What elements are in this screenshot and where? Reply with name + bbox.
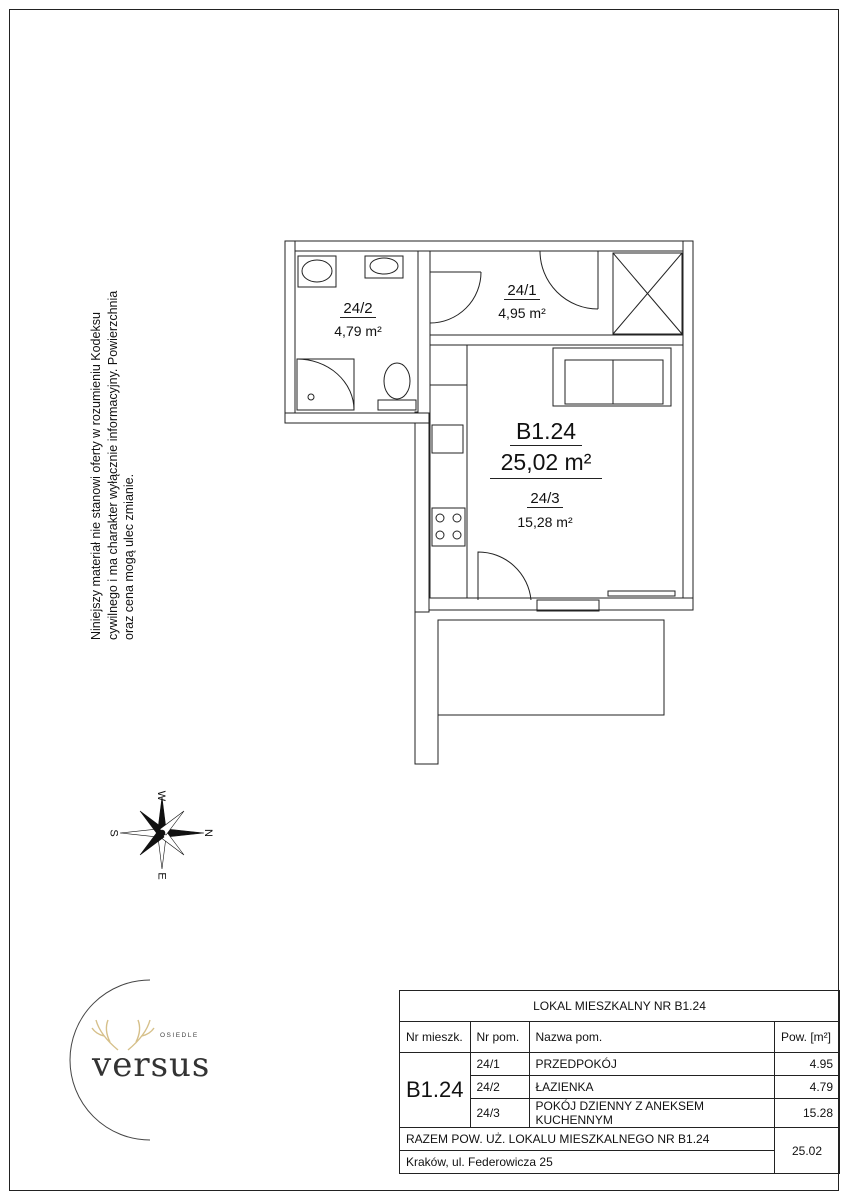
unit-spec-table [399, 990, 840, 1174]
header-unit-no: Nr mieszk. [400, 1022, 471, 1053]
unit-label [490, 418, 602, 479]
header-room-no: Nr pom. [470, 1022, 529, 1053]
room-number: 24/3 [527, 490, 562, 508]
compass-rose [120, 797, 204, 869]
room-label-living [500, 490, 590, 530]
header-area: Pow. [m²] [775, 1022, 840, 1053]
total-label: RAZEM POW. UŻ. LOKALU MIESZKALNEGO NR B1.24 [400, 1128, 775, 1151]
table-title: LOKAL MIESZKALNY NR B1.24 [400, 991, 840, 1022]
room-number: 24/1 [504, 282, 539, 300]
compass-west: W [155, 790, 168, 802]
table-row: 24/3 POKÓJ DZIENNY Z ANEKSEM KUCHENNYM 15.28 [400, 1099, 840, 1128]
unit-code: B1.24 [510, 418, 582, 446]
header-room-name: Nazwa pom. [529, 1022, 775, 1053]
unit-total-area: 25,02 m² [490, 446, 602, 479]
room-label-hall [482, 282, 562, 321]
compass-south: S [107, 829, 120, 837]
address: Kraków, ul. Federowicza 25 [400, 1151, 775, 1174]
total-value: 25.02 [775, 1128, 840, 1174]
table-row: B1.24 24/1 PRZEDPOKÓJ 4.95 [400, 1053, 840, 1076]
room-area: 4,95 m² [498, 305, 546, 321]
room-area: 4,79 m² [334, 323, 382, 339]
logo-prefix: OSIEDLE [160, 1032, 199, 1039]
room-label-bathroom [318, 300, 398, 339]
table-row: 24/2 ŁAZIENKA 4.79 [400, 1076, 840, 1099]
compass-east: E [155, 872, 168, 880]
unit-no-cell: B1.24 [400, 1053, 471, 1128]
logo-name: versus [92, 1045, 211, 1085]
compass-north: N [201, 829, 214, 837]
room-number: 24/2 [340, 300, 375, 318]
disclaimer-text: Niniejszy materiał nie stanowi oferty w rozumieniu Kodeksu cywilnego i ma charakter wyłącznie informacyjny. Powierzchnia oraz cena mogą ulec zmianie. [89, 290, 136, 640]
room-area: 15,28 m² [517, 514, 573, 530]
